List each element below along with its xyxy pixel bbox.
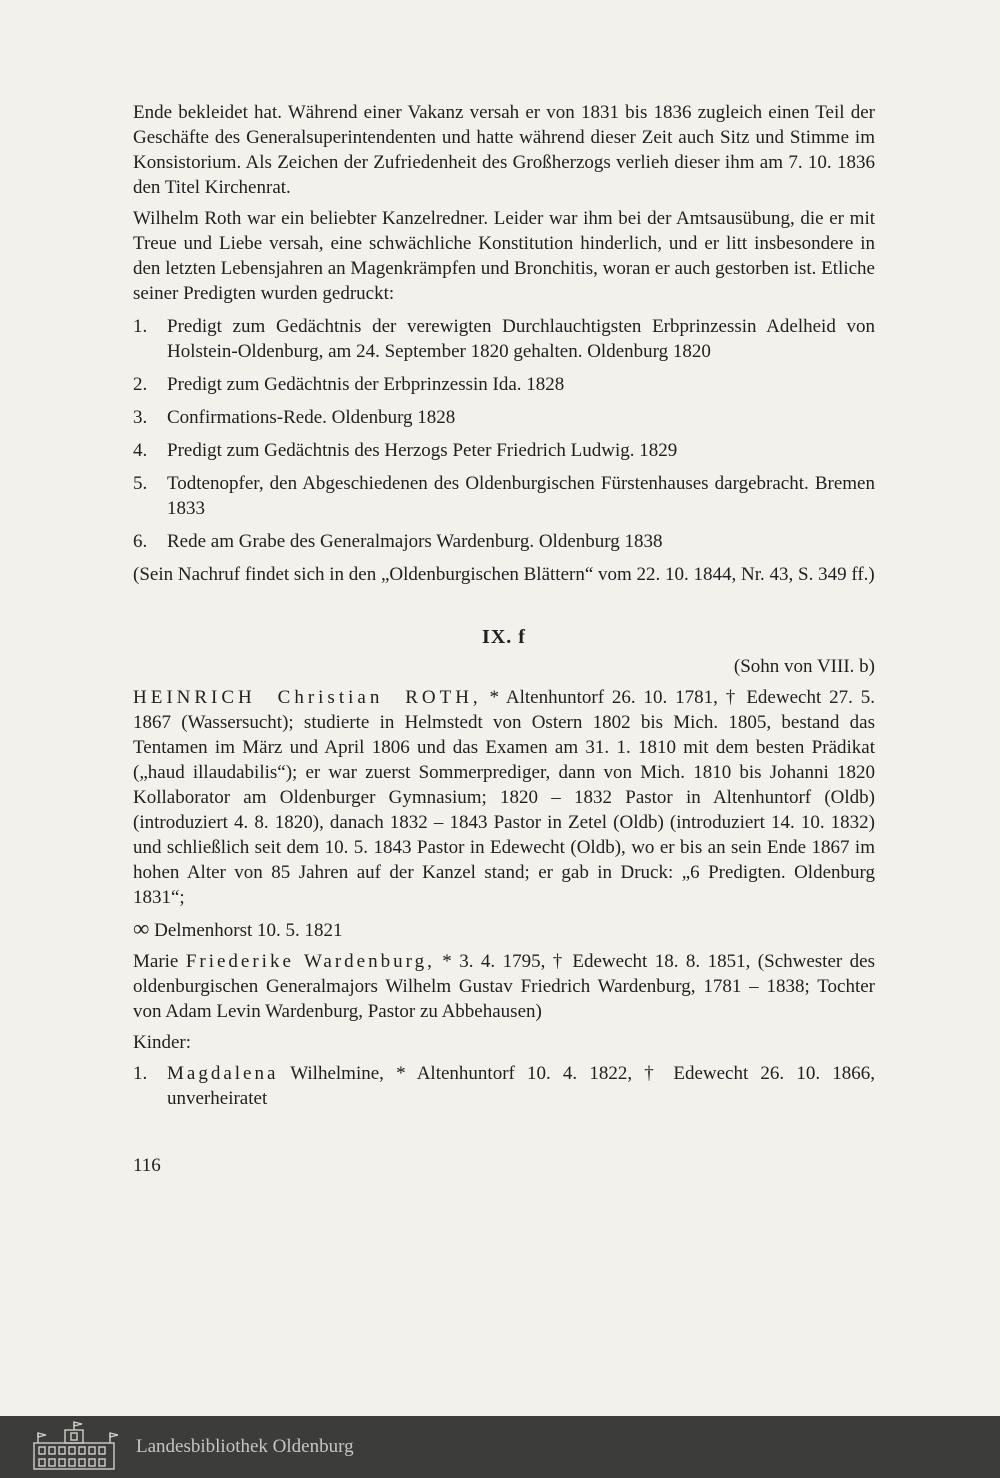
footer-label: Landesbibliothek Oldenburg [136,1436,354,1457]
list-item-text: Predigt zum Gedächtnis des Herzogs Peter Friedrich Ludwig. 1829 [167,440,678,461]
list-item-text: Todtenopfer, den Abgeschiedenen des Oldenburgischen Fürstenhauses dargebracht. Bremen 1833 [167,473,875,519]
bio-text: * Altenhuntorf 26. 10. 1781, † Edewecht 27. 5. 1867 (Wassersucht); studierte in Helmstedt von Ostern 1802 bis Mich. 1805, bestand das Tentamen im März und April 1806 und das Examen am 31. 1. 1810 mit dem besten Prädikat („haud illaudabilis“); er war zuerst Sommerprediger, dann von Mich. 1810 bis Johanni 1820 Kollaborator am Oldenburger Gymnasium; 1820 – 1832 Pastor in Altenhuntorf (Oldb) (introduziert 4. 8. 1820), danach 1832 – 1843 Pastor in Zetel (Oldb) (introduziert 14. 10. 1832) und schließlich seit dem 10. 5. 1843 Pastor in Edewecht (Oldb), wo er bis an sein Ende 1867 im hohen Alter von 85 Jahren auf der Kanzel stand; er gab in Druck: „6 Predigten. Oldenburg 1831“; [133,687,875,908]
spouse-text: * 3. 4. 1795, † Edewecht 18. 8. 1851, (Schwester des oldenburgischen Generalmajors Wilhelm Gustav Friedrich Wardenburg, 1781 – 1838; Tochter von Adam Levin Wardenburg, Pastor zu Abbehausen) [133,951,875,1022]
paragraph-wilhelm-roth: Wilhelm Roth war ein beliebter Kanzelredner. Leider war ihm bei der Amtsausübung, die er mit Treue und Liebe versah, eine schwächliche Konstitution hinderlich, und er litt insbesondere in den letzten Lebensjahren an Magenkrämpfen und Bronchitis, woran er auch gestorben ist. Etliche seiner Predigten wurden gedruckt: [133,208,875,304]
page-content [133,100,875,1178]
bio-paragraph [133,685,875,910]
child-name: Magdalena [167,1063,279,1084]
list-item [133,438,875,463]
child-text [167,1061,875,1111]
section-heading: IX. f [482,626,526,648]
list-item [133,314,875,364]
publication-list [133,314,875,554]
list-item [133,372,875,397]
child-number: 1. [133,1063,148,1084]
list-item [133,405,875,430]
kinder-label: Kinder: [133,1032,192,1053]
marriage-text: Delmenhorst 10. 5. 1821 [149,920,343,941]
spouse-paragraph [133,949,875,1024]
son-note: (Sohn von VIII. b) [733,656,875,677]
list-item [133,529,875,554]
list-item-text: Rede am Grabe des Generalmajors Wardenburg. Oldenburg 1838 [167,531,663,552]
footer-bar [0,1416,1000,1478]
list-item-number: 2. [133,374,148,395]
list-item-text: Predigt zum Gedächtnis der Erbprinzessin Ida. 1828 [167,374,565,395]
child-item [133,1061,875,1111]
child-rest: Wilhelmine, * Altenhuntorf 10. 4. 1822, † Edewecht 26. 10. 1866, unverheiratet [167,1063,875,1109]
list-item-text: Predigt zum Gedächtnis der verewigten Durchlauchtigsten Erbprinzessin Adelheid von Holstein-Oldenburg, am 24. September 1820 gehalten. Oldenburg 1820 [167,316,875,362]
spouse-prefix: Marie [133,951,186,972]
library-logo-icon [30,1421,118,1473]
list-item [133,471,875,521]
list-item-number: 6. [133,531,148,552]
list-item-number: 4. [133,440,148,461]
spouse-name: Friederike Wardenburg, [185,951,435,972]
list-item-text: Confirmations-Rede. Oldenburg 1828 [167,407,456,428]
person-name: HEINRICH Christian ROTH, [133,687,482,708]
nachruf-note: (Sein Nachruf findet sich in den „Oldenburgischen Blättern“ vom 22. 10. 1844, Nr. 43, S. 349 ff.) [133,564,875,585]
marriage-symbol: ∞ [133,916,150,941]
list-item-number: 1. [133,316,148,337]
marriage-line [133,916,875,943]
paragraph-continuation: Ende bekleidet hat. Während einer Vakanz versah er von 1831 bis 1836 zugleich einen Teil der Geschäfte des Generalsuperintendenten und hatte während dieser Zeit auch Sitz und Stimme im Konsistorium. Als Zeichen der Zufriedenheit des Großherzogs verlieh dieser ihm am 7. 10. 1836 den Titel Kirchenrat. [133,102,875,198]
list-item-number: 5. [133,473,148,494]
list-item-number: 3. [133,407,148,428]
page-number: 116 [133,1155,161,1176]
